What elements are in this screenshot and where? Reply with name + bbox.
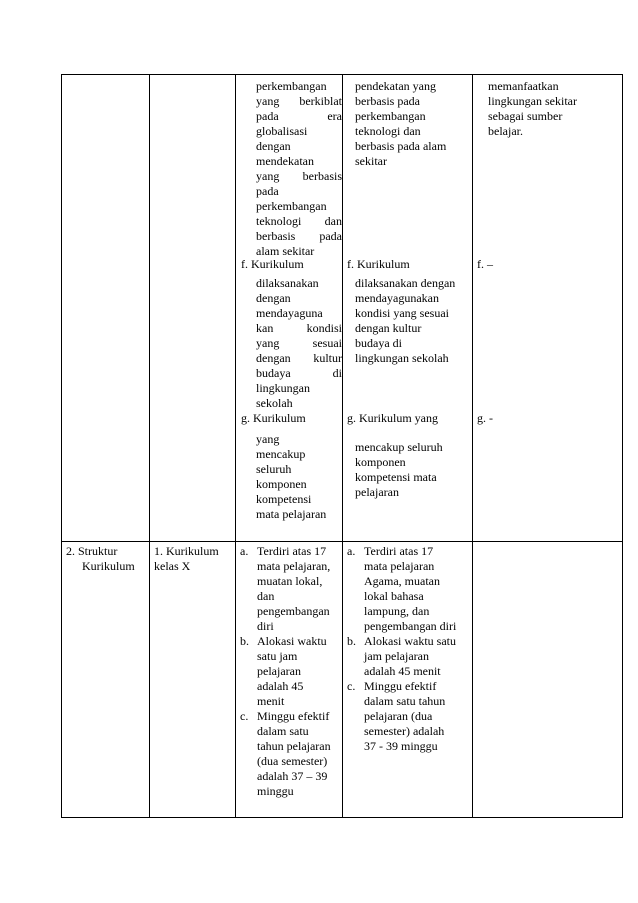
text-line: mencakup seluruh — [355, 440, 443, 454]
text-line: perkembangan — [256, 79, 327, 93]
text-line: memanfaatkan — [488, 79, 559, 93]
text-line: dalam satu tahun — [364, 694, 446, 708]
table-cell-aspect-empty — [62, 75, 150, 542]
text-line: perkembangan — [256, 199, 327, 213]
text-line: berbasis pada alam — [355, 139, 447, 153]
text-line: dengan — [256, 291, 291, 305]
col3-item-f-label: f. Kurikulum — [241, 257, 304, 271]
table-cell-col4-struktur — [343, 542, 473, 818]
subaspect-label — [154, 544, 219, 574]
text-line: teknologi dan — [355, 124, 421, 138]
text-line: perkembangan — [355, 109, 426, 123]
table-cell-aspect — [62, 542, 150, 818]
table-cell-subaspect — [150, 542, 236, 818]
col4-item-g-text — [355, 440, 443, 500]
text-line: budaya di — [256, 366, 342, 380]
text-line: budaya di — [355, 336, 402, 350]
text-line: sekolah — [256, 396, 293, 410]
list-marker: a. — [347, 544, 356, 558]
text-line: berbasis pada — [355, 94, 420, 108]
text-line: dengan kultur — [355, 321, 422, 335]
text-line: 2. Struktur — [66, 544, 118, 558]
text-line: diri — [257, 619, 274, 633]
col4-item-f-text — [355, 276, 455, 366]
text-line: satu jam — [257, 649, 298, 663]
col4-item-f-label: f. Kurikulum — [347, 257, 410, 271]
list-marker: b. — [240, 634, 249, 648]
text-line: mendayaguna — [256, 306, 323, 320]
text-line: tahun pelajaran — [257, 739, 331, 753]
text-line: yang berbasis — [256, 169, 342, 183]
text-line: yang sesuai — [256, 336, 342, 350]
text-line: kompetensi mata — [355, 470, 437, 484]
text-line: dengan kultur — [256, 351, 342, 365]
text-line: dilaksanakan — [256, 276, 319, 290]
text-line: Minggu efektif — [257, 709, 330, 723]
text-line: Terdiri atas 17 — [364, 544, 434, 558]
text-line: lingkungan sekolah — [355, 351, 449, 365]
text-line: kan kondisi — [256, 321, 342, 335]
text-line: lingkungan — [256, 381, 310, 395]
text-line: mencakup — [256, 447, 306, 461]
text-line: mata pelajaran, — [257, 559, 331, 573]
text-line: Terdiri atas 17 — [257, 544, 327, 558]
text-line: kompetensi — [256, 492, 312, 506]
text-line: berbasis pada — [256, 229, 342, 243]
text-line: mata pelajaran — [256, 507, 327, 521]
text-line: alam sekitar — [256, 244, 315, 258]
text-line: menit — [257, 694, 285, 708]
col3-item-g-label: g. Kurikulum — [241, 411, 306, 425]
text-line: lokal bahasa — [364, 589, 424, 603]
text-line: (dua semester) — [257, 754, 328, 768]
text-line: seluruh — [256, 462, 292, 476]
table-row-continuation — [62, 75, 623, 542]
text-line: pengembangan diri — [364, 619, 457, 633]
text-line: sekitar — [355, 154, 387, 168]
list-item — [240, 544, 331, 634]
table-cell-col5-struktur-empty — [473, 542, 623, 818]
text-line: Alokasi waktu satu — [364, 634, 456, 648]
list-marker: a. — [240, 544, 249, 558]
text-line: yang berkiblat — [256, 94, 342, 108]
text-line: 37 - 39 minggu — [364, 739, 438, 753]
list-marker: c. — [240, 709, 249, 723]
table-row-struktur-kurikulum — [62, 542, 623, 818]
text-line: kondisi yang sesuai — [355, 306, 449, 320]
text-line: pelajaran — [355, 485, 399, 499]
text-line: mendayagunakan — [355, 291, 439, 305]
col4-struktur-list — [347, 544, 456, 754]
text-line: dan — [257, 589, 275, 603]
col3-item-g-text — [256, 432, 342, 522]
col3-item-f-text — [256, 276, 342, 411]
text-line: pada era — [256, 109, 342, 123]
list-item — [240, 634, 331, 709]
col4-item-g-label: g. Kurikulum yang — [347, 411, 438, 425]
text-line: sebagai sumber — [488, 109, 563, 123]
text-line: semester) adalah — [364, 724, 445, 738]
list-item — [347, 679, 456, 754]
text-line: 1. Kurikulum — [154, 544, 219, 558]
col5-item-f-label: f. – — [477, 257, 493, 271]
text-line: Agama, muatan — [364, 574, 440, 588]
col3-continuation-text — [256, 79, 342, 259]
aspect-label — [66, 544, 135, 574]
text-line: mata pelajaran — [364, 559, 435, 573]
list-marker: c. — [347, 679, 356, 693]
text-line: lampung, dan — [364, 604, 430, 618]
list-item — [240, 709, 331, 799]
text-line: mendekatan — [256, 154, 314, 168]
text-line: adalah 37 – 39 — [257, 769, 328, 783]
text-line: dilaksanakan dengan — [355, 276, 456, 290]
text-line: dengan — [256, 139, 291, 153]
text-line: adalah 45 menit — [364, 664, 441, 678]
text-line: globalisasi — [256, 124, 308, 138]
col4-continuation-text — [355, 79, 446, 169]
table-cell-col5 — [473, 75, 623, 542]
text-line: komponen — [256, 477, 307, 491]
text-line: lingkungan sekitar — [488, 94, 577, 108]
text-line: Alokasi waktu — [257, 634, 327, 648]
text-line: dalam satu — [257, 724, 309, 738]
table-cell-col3 — [236, 75, 343, 542]
text-line: komponen — [355, 455, 406, 469]
text-line: pada — [256, 184, 279, 198]
text-line: pendekatan yang — [355, 79, 436, 93]
text-line: adalah 45 — [257, 679, 304, 693]
text-line: muatan lokal, — [257, 574, 323, 588]
list-marker: b. — [347, 634, 356, 648]
text-line: minggu — [257, 784, 294, 798]
text-line: pelajaran (dua — [364, 709, 433, 723]
col3-struktur-list — [240, 544, 331, 799]
list-item — [347, 544, 456, 634]
text-line: jam pelajaran — [364, 649, 429, 663]
text-line: kelas X — [154, 559, 191, 573]
text-line: teknologi dan — [256, 214, 342, 228]
curriculum-comparison-table — [61, 74, 623, 818]
table-cell-col4 — [343, 75, 473, 542]
text-line: pelajaran — [257, 664, 301, 678]
list-item — [347, 634, 456, 679]
col5-item-g-label: g. - — [477, 411, 493, 425]
text-line: Minggu efektif — [364, 679, 437, 693]
text-line: belajar. — [488, 124, 523, 138]
text-line: pengembangan — [257, 604, 330, 618]
text-line: Kurikulum — [82, 559, 135, 573]
table-cell-col3-struktur — [236, 542, 343, 818]
table-cell-subaspect-empty — [150, 75, 236, 542]
col5-continuation-text — [488, 79, 577, 139]
text-line: yang — [256, 432, 280, 446]
